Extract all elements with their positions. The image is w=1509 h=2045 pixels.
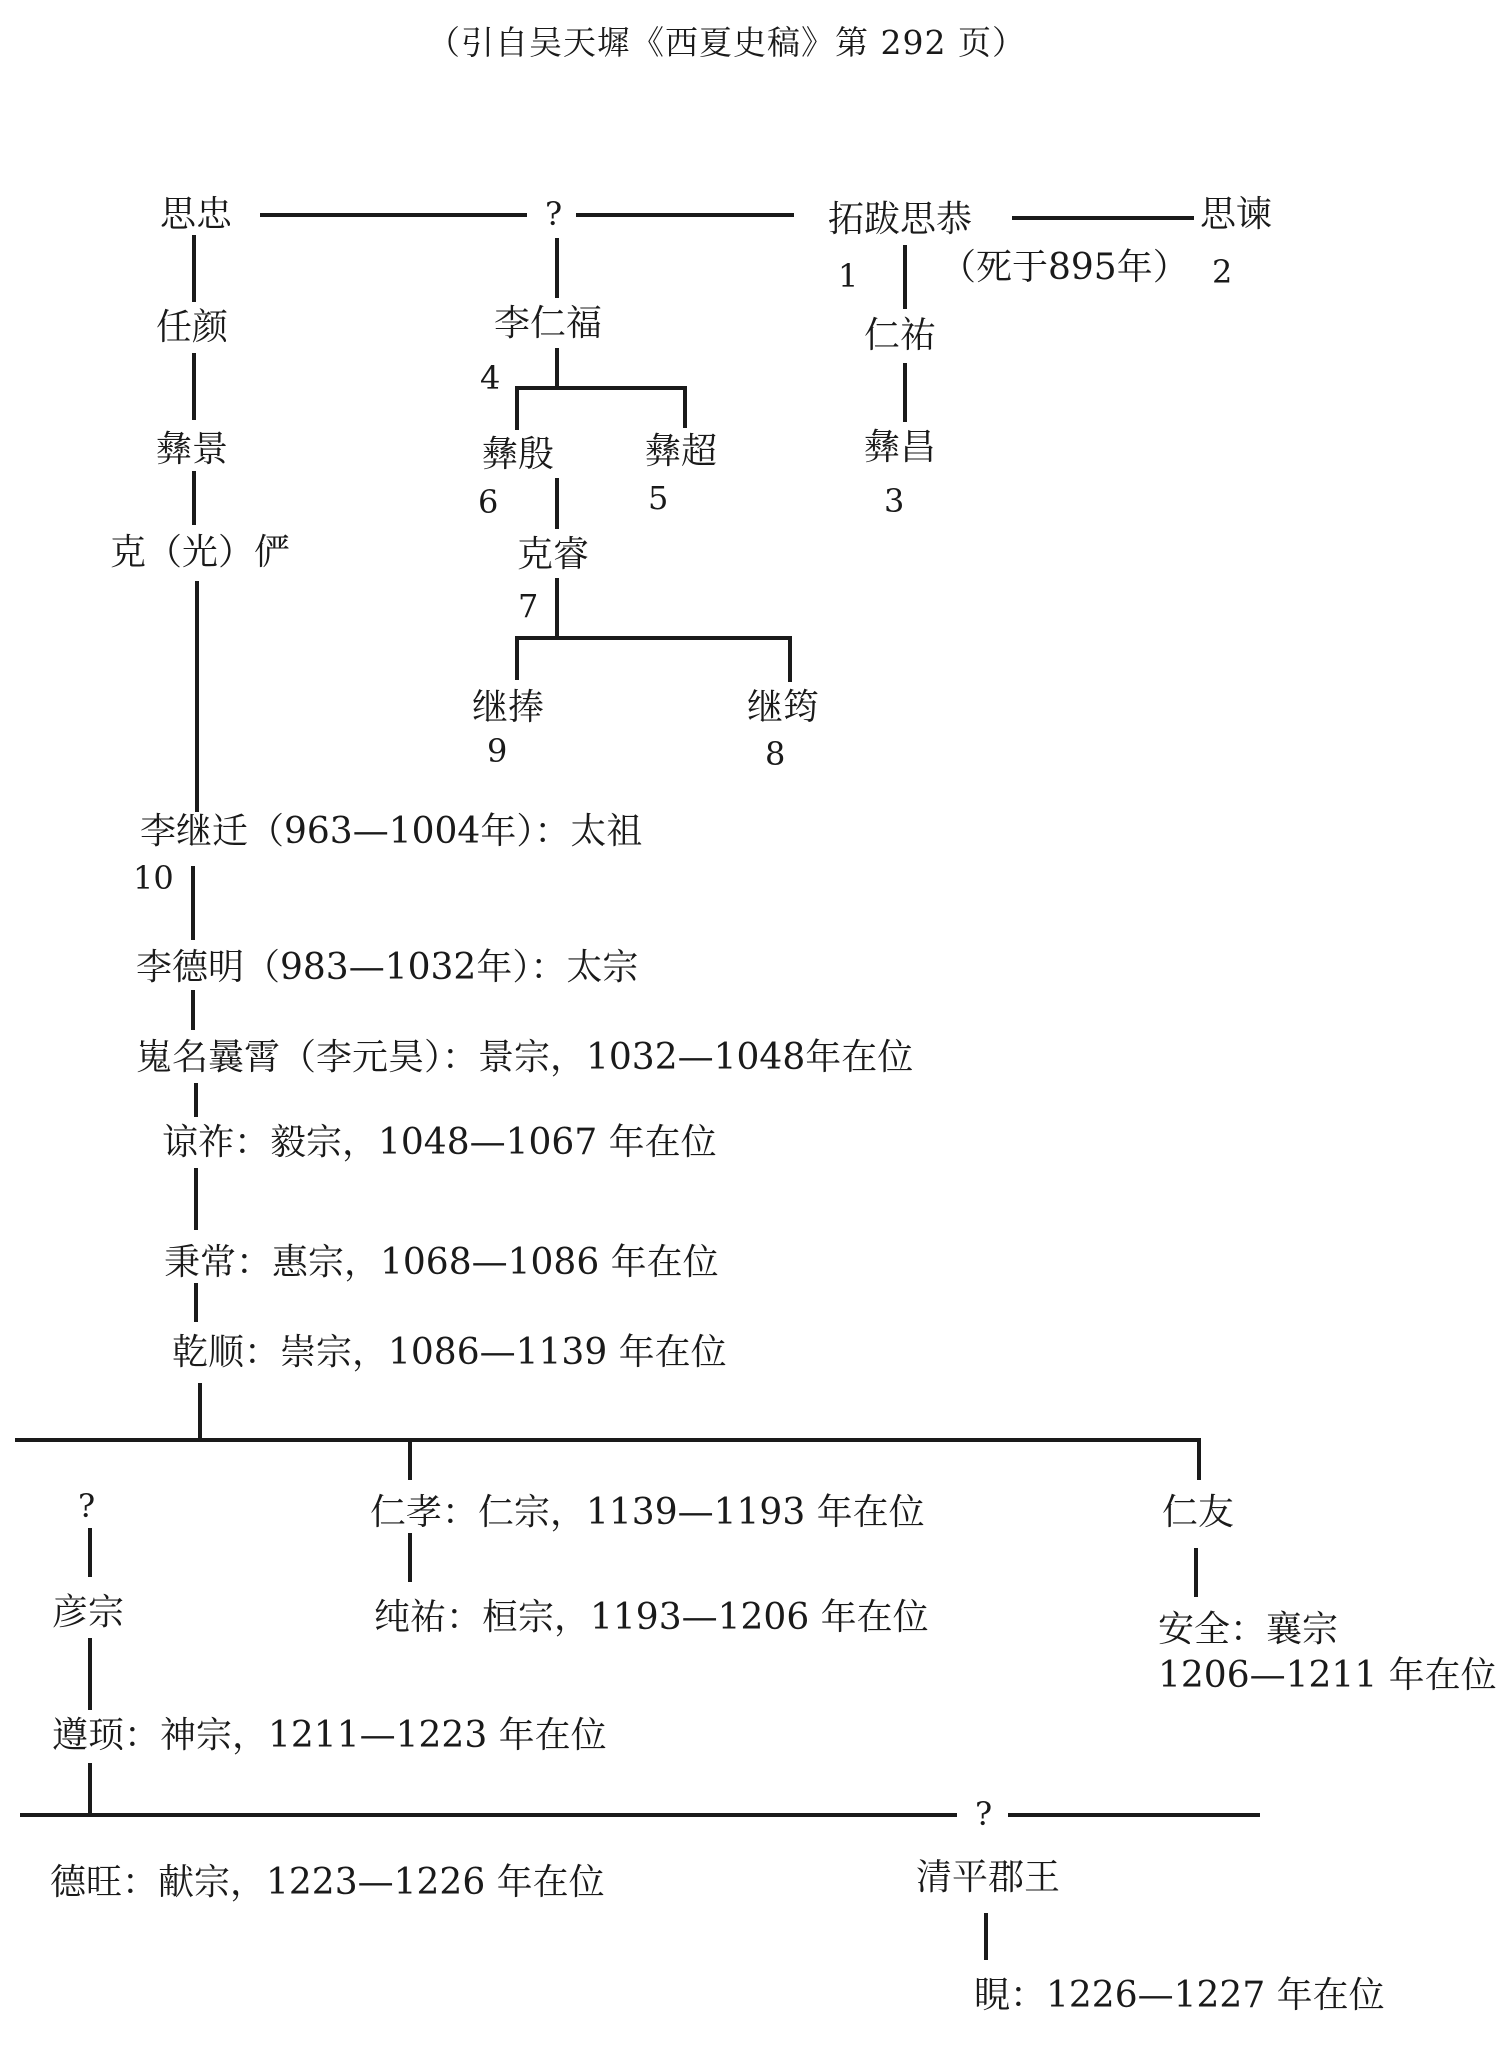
node-yijing: 彝景 — [156, 429, 229, 470]
node-anquan-reign: 1206—1211 年在位 — [1158, 1655, 1497, 1696]
node-renxiao: 仁孝：仁宗，1139—1193 年在位 — [370, 1492, 925, 1533]
node-jiyun: 继筠 — [747, 687, 820, 728]
node-kerui: 克睿 — [517, 534, 590, 575]
order-number-3: 3 — [884, 482, 905, 520]
order-number-5: 5 — [648, 479, 669, 517]
node-renyou: 仁祐 — [864, 315, 937, 356]
node-lirenfu: 李仁福 — [494, 303, 603, 344]
node-xian: 睍：1226—1227 年在位 — [974, 1975, 1385, 2016]
node-yichang: 彝昌 — [864, 427, 937, 468]
order-number-8: 8 — [765, 735, 786, 773]
order-number-9: 9 — [487, 732, 508, 770]
order-number-10: 10 — [133, 859, 174, 897]
node-sijian: 思谏 — [1200, 194, 1273, 235]
node-unknown-3: ? — [975, 1795, 993, 1833]
order-number-7: 7 — [518, 587, 539, 625]
node-renyan: 任颜 — [156, 307, 229, 348]
node-lideming: 李德明（983—1032年）：太宗 — [136, 947, 639, 988]
order-number-2: 2 — [1212, 253, 1233, 291]
order-number-4: 4 — [480, 359, 501, 397]
node-yanzong: 彦宗 — [52, 1592, 125, 1633]
node-yichao: 彝超 — [645, 431, 718, 472]
node-liangzuo: 谅祚：毅宗，1048—1067 年在位 — [162, 1122, 717, 1163]
node-dewang: 德旺：献宗，1223—1226 年在位 — [50, 1862, 605, 1903]
node-keguang: 克（光）俨 — [110, 532, 291, 573]
node-jipeng: 继捧 — [472, 687, 545, 728]
node-qianshun: 乾顺：崇宗，1086—1139 年在位 — [172, 1332, 727, 1373]
node-zunxu: 遵顼：神宗，1211—1223 年在位 — [52, 1715, 607, 1756]
node-chunyou: 纯祐：桓宗，1193—1206 年在位 — [374, 1597, 929, 1638]
node-tuoba-death-note: （死于895年） — [940, 247, 1189, 288]
node-renyou2: 仁友 — [1162, 1492, 1235, 1533]
node-tuoba-sigong: 拓跋思恭 — [828, 199, 973, 240]
node-qingping: 清平郡王 — [916, 1857, 1061, 1898]
node-yuanhao: 嵬名曩霄（李元昊）：景宗，1032—1048年在位 — [136, 1037, 914, 1078]
node-sizhong: 思忠 — [160, 194, 233, 235]
order-number-6: 6 — [478, 483, 499, 521]
node-lijiqian: 李继迁（963—1004年）：太祖 — [140, 811, 643, 852]
order-number-1: 1 — [838, 257, 859, 295]
source-caption: （引自吴天墀《西夏史稿》第 292 页） — [427, 23, 1026, 62]
node-anquan: 安全：襄宗 — [1158, 1609, 1339, 1650]
node-bingchang: 秉常：惠宗，1068—1086 年在位 — [164, 1242, 719, 1283]
node-unknown-1: ? — [545, 195, 563, 233]
node-yiyin: 彝殷 — [482, 434, 555, 475]
node-unknown-2: ? — [78, 1487, 96, 1525]
